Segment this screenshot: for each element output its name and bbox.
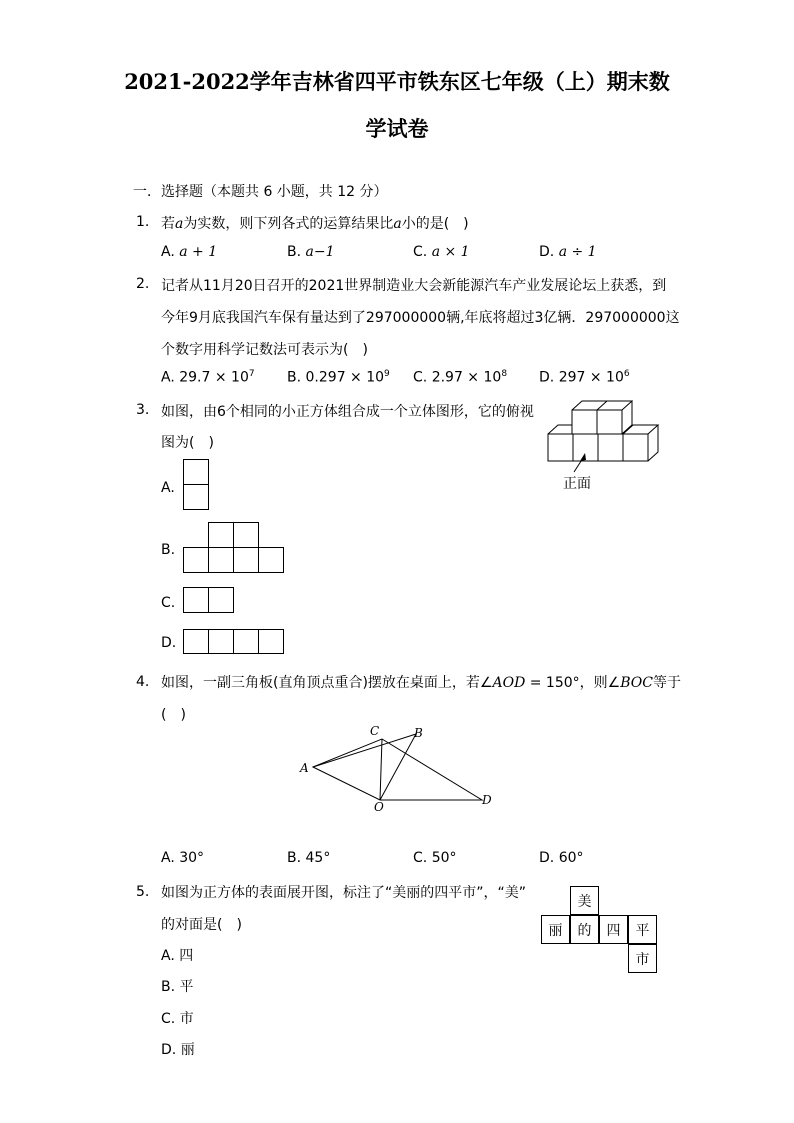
q3-option-a[interactable]: A. — [161, 480, 175, 496]
q5-option-d[interactable]: D. 丽 — [161, 1042, 195, 1058]
q2-option-c[interactable]: C. $2.97 \times 10^8$ — [413, 369, 508, 386]
q4-point-o: O — [374, 800, 384, 814]
q5-number: 5. — [136, 884, 150, 900]
page-title: 2021-2022学年吉林省四平市铁东区七年级（上）期末数 — [124, 69, 670, 94]
q5-option-a[interactable]: A. 四 — [161, 948, 194, 964]
net-cell-shi: 市 — [628, 944, 657, 973]
q2-option-a[interactable]: A. $29.7 \times 10^7$ — [161, 369, 255, 386]
page-title-line2: 学试卷 — [365, 116, 429, 141]
net-cell-si: 四 — [599, 915, 628, 944]
q3-b-cell — [208, 547, 234, 573]
q5-option-b[interactable]: B. 平 — [161, 979, 194, 995]
q4-stem-line1: 如图，一副三角板(直角顶点重合)摆放在桌面上，若∠AOD = 150°，则∠BOC等于 — [161, 675, 681, 691]
q3-a-cell — [183, 484, 209, 510]
q4-option-c[interactable]: C. 50° — [413, 850, 457, 866]
q4-option-d[interactable]: D. 60° — [539, 850, 584, 866]
q3-b-cell — [233, 522, 259, 548]
q3-b-cell — [258, 547, 284, 573]
q4-point-b: B — [414, 726, 423, 740]
q4-number: 4. — [136, 674, 150, 690]
section-heading: 一．选择题（本题共 6 小题，共 12 分） — [133, 184, 388, 200]
q4-point-c: C — [370, 724, 380, 738]
q5-stem-line2: 的对面是( ) — [161, 917, 242, 933]
q1-option-d[interactable]: D. a ÷ 1 — [539, 244, 597, 260]
q1-option-c[interactable]: C. a × 1 — [413, 244, 470, 260]
q3-stem-line2: 图为( ) — [161, 435, 214, 451]
q3-d-cell — [258, 629, 284, 654]
q5-option-c[interactable]: C. 市 — [161, 1011, 194, 1027]
net-cell-ping: 平 — [628, 915, 657, 944]
q3-c-cell — [208, 587, 234, 613]
q3-c-cell — [183, 587, 209, 613]
q3-b-cell — [233, 547, 259, 573]
q2-stem-line1: 记者从11月20日召开的2021世界制造业大会新能源汽车产业发展论坛上获悉，到 — [161, 278, 667, 294]
q1-option-a[interactable]: A. a + 1 — [161, 244, 218, 260]
net-cell-de: 的 — [570, 915, 599, 944]
q2-option-b[interactable]: B. $0.297 \times 10^9$ — [287, 369, 390, 386]
q1-option-b[interactable]: B. a−1 — [287, 244, 335, 260]
q3-option-b[interactable]: B. — [161, 542, 176, 558]
q3-front-label: 正面 — [563, 476, 591, 492]
q2-stem-line3: 个数字用科学记数法可表示为( ) — [161, 342, 368, 358]
net-cell-li: 丽 — [541, 915, 570, 944]
q3-option-d[interactable]: D. — [161, 635, 177, 651]
q4-point-a: A — [300, 761, 309, 775]
q3-d-cell — [233, 629, 259, 654]
q4-option-a[interactable]: A. 30° — [161, 850, 205, 866]
q3-d-cell — [183, 629, 209, 654]
q3-b-cell — [183, 547, 209, 573]
q3-a-cell — [183, 459, 209, 485]
q4-point-d: D — [482, 793, 492, 807]
q4-stem-line2: ( ) — [161, 707, 186, 723]
q5-stem-line1: 如图为正方体的表面展开图，标注了“美丽的四平市”，“美” — [161, 885, 527, 901]
net-cell-mei: 美 — [570, 886, 599, 915]
q2-stem-line2: 今年9月底我国汽车保有量达到了297000000辆,年底将超过3亿辆．297000000这 — [161, 310, 680, 326]
q3-cube-figure — [540, 398, 665, 498]
q2-number: 2. — [136, 276, 150, 292]
q3-number: 3. — [136, 402, 150, 418]
q1-stem: 若a为实数，则下列各式的运算结果比a小的是( ) — [161, 216, 469, 232]
q4-triangle-figure — [296, 722, 502, 818]
q1-number: 1. — [136, 214, 150, 230]
q3-d-cell — [208, 629, 234, 654]
q4-option-b[interactable]: B. 45° — [287, 850, 331, 866]
q3-option-c[interactable]: C. — [161, 595, 176, 611]
q3-b-cell — [208, 522, 234, 548]
q2-option-d[interactable]: D. $297 \times 10^6$ — [539, 369, 630, 386]
q3-stem-line1: 如图，由6个相同的小正方体组合成一个立体图形，它的俯视 — [161, 404, 534, 420]
